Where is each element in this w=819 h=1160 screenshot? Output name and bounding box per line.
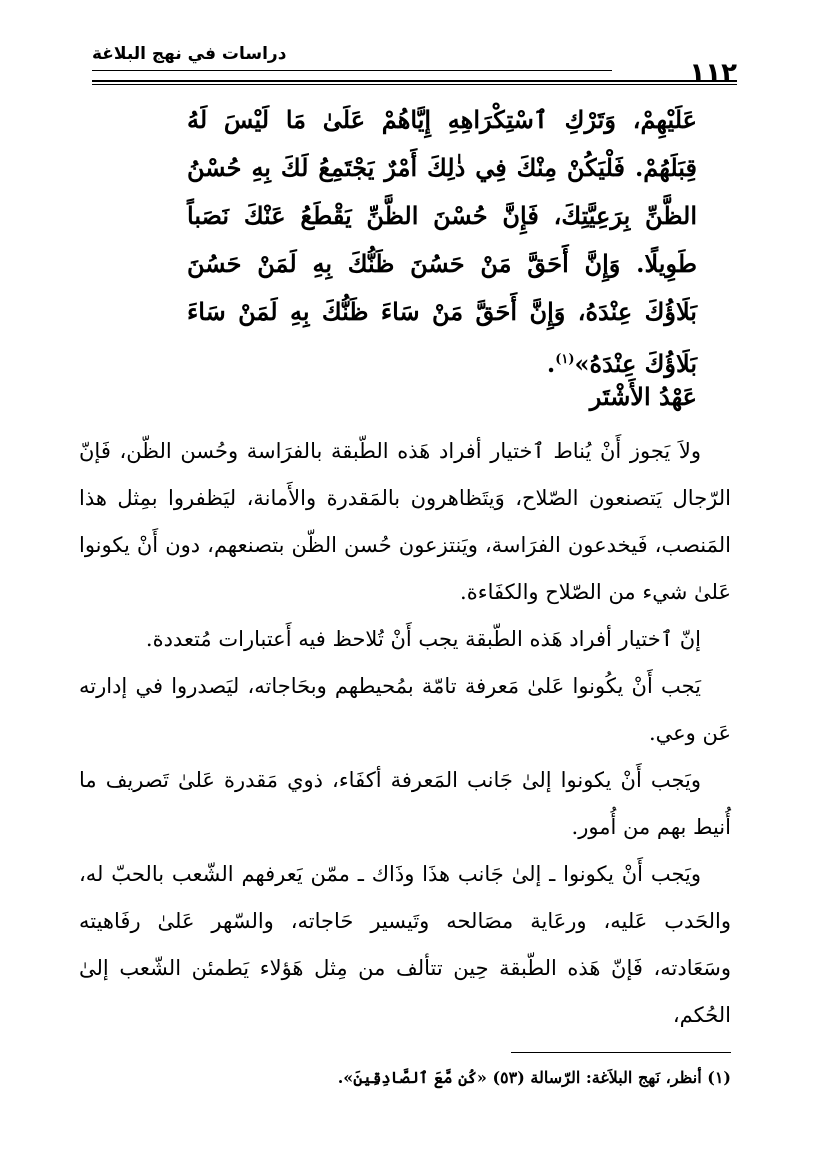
- body-paragraph-5: ويَجب أَنْ يكونوا ـ إلىٰ جَانب هذَا وذَاك ـ ممّن يَعرفهم الشّعب بالحبّ له، والحَدب عَليه، ورعَاية مصَالحه وتَيسير حَاجاته، والسّهر عَلىٰ رفَاهيته وسَعَادته، فَإنّ هَذه الطّبقة حِين تتألف من مِثل هَؤلاء يَطمئن الشّعب إلىٰ الحُكم،: [79, 862, 731, 1027]
- quote-paragraph: [187, 96, 697, 388]
- footnote-marker: (١): [555, 352, 575, 367]
- quote-end: .: [546, 349, 556, 378]
- quote-source: عَهْدُ الأَشْتَر: [589, 382, 697, 411]
- header-rule: [92, 80, 737, 82]
- page-number: ١١٢: [689, 58, 737, 88]
- quoted-passage: [187, 96, 697, 388]
- body-paragraph-3: يَجب أَنْ يكُونوا عَلىٰ مَعرفة تامّة بمُحيطهم وبحَاجاته، ليَصدروا في إدارته عَن وعي.: [79, 674, 731, 745]
- footnote: (١) أنظر، نَهج البلاَغة: الرّسالة (٥٣) «كُن مَّعَ ٱلصَّادِقِينَ».: [337, 1068, 731, 1087]
- page-header: [92, 40, 737, 88]
- footnote-divider: [511, 1052, 731, 1053]
- body-paragraph-2: إنّ ٱختيار أفراد هَذه الطّبقة يجب أَنْ تُلاحظ فيه أَعتبارات مُتعددة.: [145, 627, 701, 651]
- body-paragraph-4: ويَجب أَنْ يكونوا إلىٰ جَانب المَعرفة أكفَاء، ذوي مَقدرة عَلىٰ تَصريف ما أُنيط بهم من أُمور.: [79, 768, 731, 839]
- body-paragraph-1: ولاَ يَجوز أَنْ يُناط ٱختيار أفراد هَذه الطّبقة بالفرَاسة وحُسن الظّن، فَإنّ الرّجال يَتصنعون الصّلاح، وَيتَظاهرون بالمَقدرة والأَمانة، ليَظفروا بمِثل هذا المَنصب، فَيخدعون الفرَاسة، ويَنتزعون حُسن الظّن بتصنعهم، دون أَنْ يكونوا عَلىٰ شيء من الصّلاح والكفَاءة.: [79, 439, 731, 604]
- quote-text: عَلَيْهِمْ، وَتَرْكِ ٱسْتِكْرَاهِهِ إِيَّاهُمْ عَلَىٰ مَا لَيْسَ لَهُ قِبَلَهُمْ. فَلْيَكُنْ مِنْكَ فِي ذٰلِكَ أَمْرٌ يَجْتَمِعُ لَكَ بِهِ حُسْنُ الظَّنِّ بِرَعِيَّتِكَ، فَإِنَّ حُسْنَ الظَّنِّ يَقْطَعُ عَنْكَ نَصَباً طَوِيلًا. وَإِنَّ أَحَقَّ مَنْ حَسُنَ ظَنُّكَ بِهِ لَمَنْ حَسُنَ بَلَاؤُكَ عِنْدَهُ، وَإِنَّ أَحَقَّ مَنْ سَاءَ ظَنُّكَ بِهِ لَمَنْ سَاءَ بَلَاؤُكَ عِنْدَهُ»: [187, 105, 697, 378]
- running-title: دراسات في نهج البلاغة: [92, 44, 287, 64]
- header-rule-thin: [92, 84, 737, 85]
- header-rule-short: [92, 70, 612, 71]
- body-text: [79, 428, 731, 1039]
